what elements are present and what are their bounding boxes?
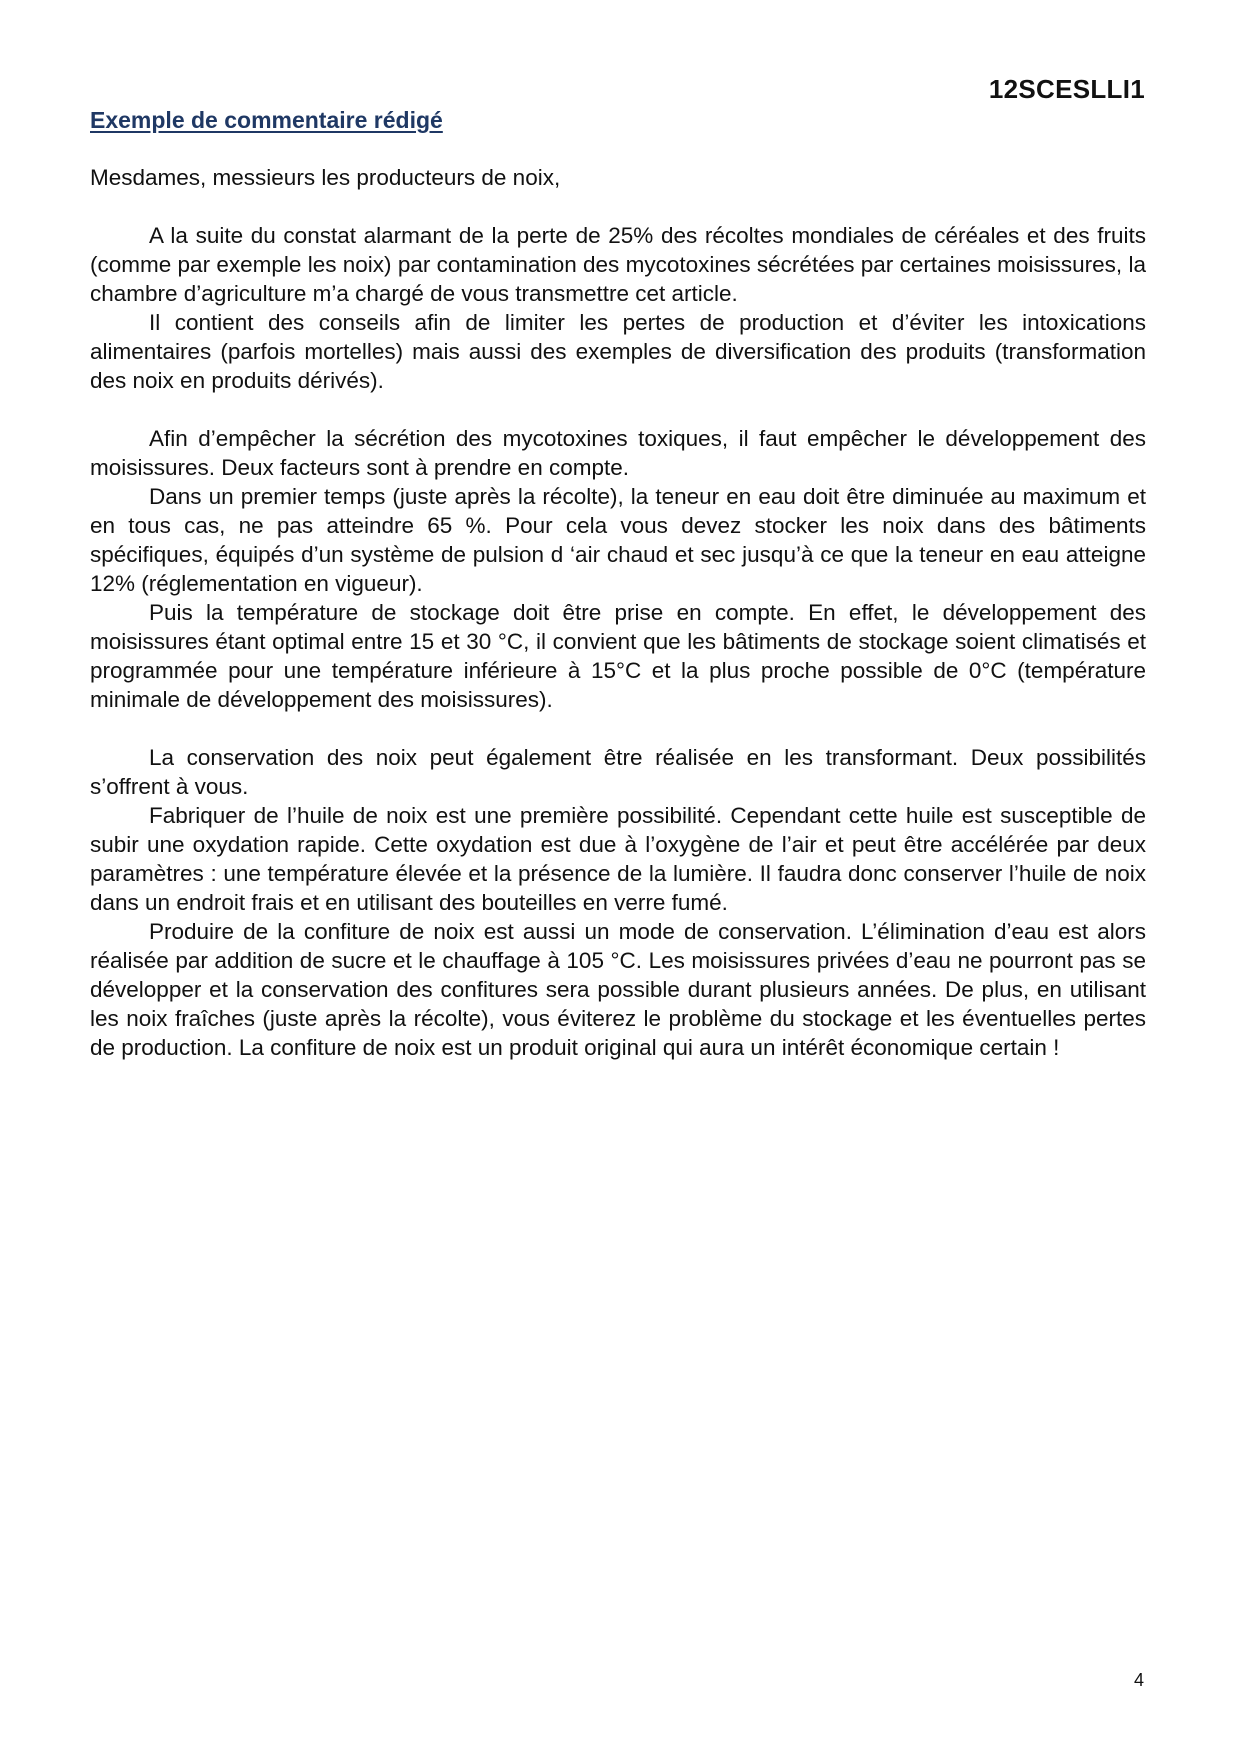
paragraph-8: Produire de la confiture de noix est aussi un mode de conservation. L’élimination d’eau est alors réalisée par addition de sucre et le chauffage à 105 °C. Les moisissures privées d’eau ne pourront pas se développer et la conservation des confitures sera possible durant plusieurs années. De plus, en utilisant les noix fraîches (juste après la récolte), vous éviterez le problème du stockage et les éventuelles pertes de production. La confiture de noix est un produit original qui aura un intérêt économique certain !: [90, 919, 1146, 1060]
document-code: 12SCESLLI1: [988, 74, 1145, 104]
paragraph-4: Dans un premier temps (juste après la récolte), la teneur en eau doit être diminuée au maximum et en tous cas, ne pas atteindre 65 %. Pour cela vous devez stocker les noix dans des bâtiments spécifiques, équipés d’un système de pulsion d ‘air chaud et sec jusqu’à ce que la teneur en eau atteigne 12% (réglementation en vigueur).: [90, 484, 1146, 596]
page-number: 4: [1133, 1670, 1144, 1690]
paragraph-2: Il contient des conseils afin de limiter les pertes de production et d’éviter les intoxications alimentaires (parfois mortelles) mais aussi des exemples de diversification des produits (transformation des noix en produits dérivés).: [90, 310, 1146, 393]
paragraph-6: La conservation des noix peut également être réalisée en les transformant. Deux possibilités s’offrent à vous.: [90, 745, 1146, 799]
paragraph-5: Puis la température de stockage doit être prise en compte. En effet, le développement des moisissures étant optimal entre 15 et 30 °C, il convient que les bâtiments de stockage soient climatisés et programmée pour une température inférieure à 15°C et la plus proche possible de 0°C (température minimale de développement des moisissures).: [90, 600, 1146, 712]
letter-body: [90, 163, 1146, 1062]
paragraph-1: A la suite du constat alarmant de la perte de 25% des récoltes mondiales de céréales et des fruits (comme par exemple les noix) par contamination des mycotoxines sécrétées par certaines moisissures, la chambre d’agriculture m’a chargé de vous transmettre cet article.: [90, 223, 1146, 306]
section-title: Exemple de commentaire rédigé: [90, 107, 443, 133]
paragraph-7: Fabriquer de l’huile de noix est une première possibilité. Cependant cette huile est susceptible de subir une oxydation rapide. Cette oxydation est due à l’oxygène de l’air et peut être accélérée par deux paramètres : une température élevée et la présence de la lumière. Il faudra donc conserver l’huile de noix dans un endroit frais et en utilisant des bouteilles en verre fumé.: [90, 803, 1146, 915]
salutation: Mesdames, messieurs les producteurs de noix,: [90, 165, 561, 190]
paragraph-3: Afin d’empêcher la sécrétion des mycotoxines toxiques, il faut empêcher le développement des moisissures. Deux facteurs sont à prendre en compte.: [90, 426, 1146, 480]
